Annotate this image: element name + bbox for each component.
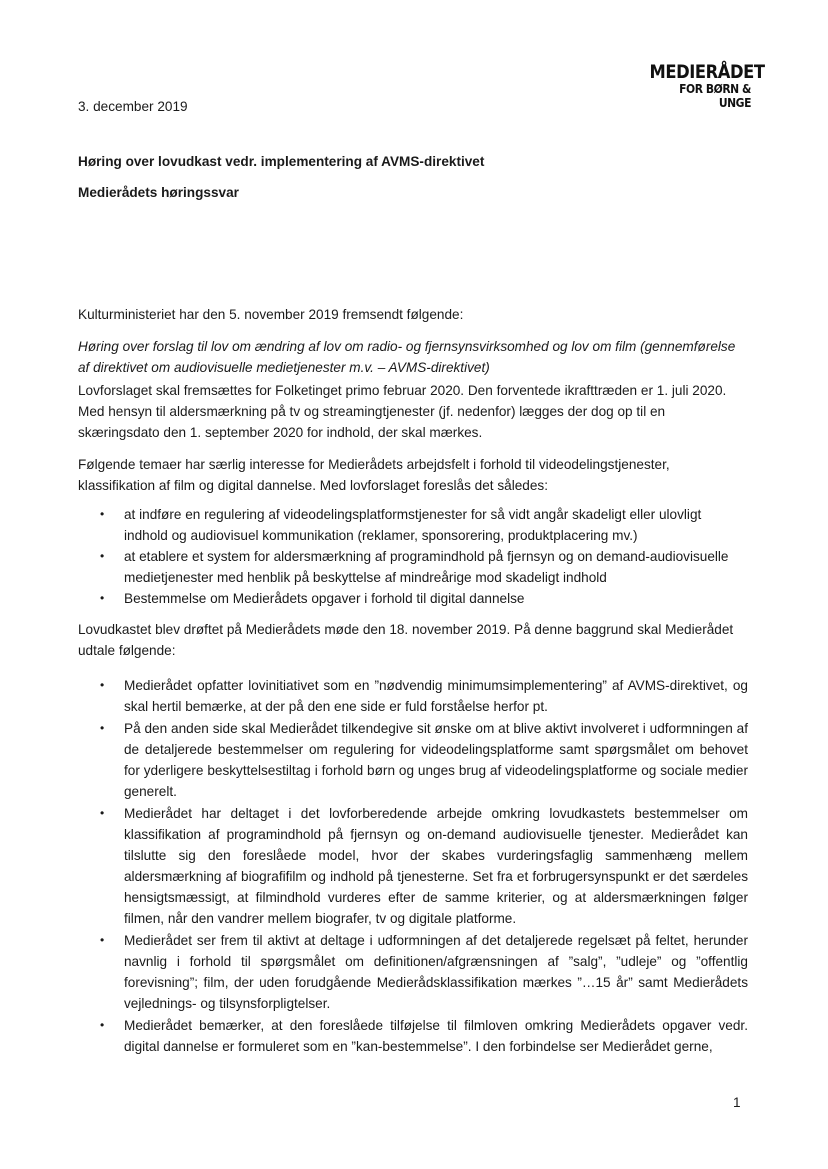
bullet-icon: • bbox=[100, 507, 105, 521]
proposal-list bbox=[78, 504, 748, 609]
list-item bbox=[78, 930, 748, 1014]
statement-list bbox=[78, 675, 748, 1057]
list-item bbox=[78, 718, 748, 802]
bullet-icon: • bbox=[100, 933, 105, 947]
bullet-icon: • bbox=[100, 806, 105, 820]
document-body bbox=[78, 304, 748, 1067]
document-heading: Høring over lovudkast vedr. implementering af AVMS-direktivet bbox=[78, 154, 485, 169]
list-item-text: Medierådet ser frem til aktivt at deltage i udformningen af det detaljerede regelsæt på feltet, herunder navnlig i forhold til spørgsmålet om definitionen/afgrænsningen af ”salg”, ”udleje” og ”offentlig forevisning”; film, der uden forudgående Medierådsklassifikation mærkes ”…15 år” samt Medierådets vejlednings- og tilsynsforpligtelser. bbox=[124, 933, 748, 1011]
bullet-icon: • bbox=[100, 678, 105, 692]
bullet-icon: • bbox=[100, 549, 105, 563]
intro-paragraph: Kulturministeriet har den 5. november 2019 fremsendt følgende: bbox=[78, 307, 464, 322]
list-item bbox=[78, 1015, 748, 1057]
list-item-text: Medierådet har deltaget i det lovforberedende arbejde omkring lovudkastets bestemmelser om klassifikation af programindhold på fjernsyn og on-demand audiovisuelle tjenester. Medierådet kan tilslutte sig den foreslåede model, hvor der skabes vurderingsfaglig sammenhæng mellem aldersmærkning af biografifilm og indhold på tjenesterne. Set fra et forbrugersynspunkt er det særdeles hensigtsmæssigt, at filmindhold vurderes efter de samme kriterier, og at aldersmærkningen følger filmen, når den vandrer mellem biografer, tv og digitale platforme. bbox=[124, 806, 748, 926]
list-item bbox=[78, 675, 748, 717]
logo bbox=[633, 61, 765, 110]
bullet-icon: • bbox=[100, 591, 105, 605]
list-item-text: Bestemmelse om Medierådets opgaver i forhold til digital dannelse bbox=[124, 591, 525, 606]
list-item-text: På den anden side skal Medierådet tilkendegive sit ønske om at blive aktivt involveret i udformningen af de detaljerede bestemmelser om regulering for videodelingsplatforme samt spørgsmålet om behovet for yderligere beskyttelsestiltag i forhold børn og unges brug af videodelingsplatforme og sociale medier generelt. bbox=[124, 721, 748, 799]
list-item bbox=[78, 803, 748, 929]
page-number: 1 bbox=[733, 1095, 741, 1110]
paragraph-timeline: Lovforslaget skal fremsættes for Folketinget primo februar 2020. Den forventede ikrafttræden er 1. juli 2020. Med hensyn til aldersmærkning på tv og streamingtjenester (jf. nedenfor) lægges der dog op til en skæringsdato den 1. september 2020 for indhold, der skal mærkes. bbox=[78, 383, 727, 440]
hearing-title: Høring over forslag til lov om ændring af lov om radio- og fjernsynsvirksomhed og lov om film (gennemførelse af direktivet om audiovisuelle medietjenester m.v. – AVMS-direktivet) bbox=[78, 339, 736, 375]
bullet-icon: • bbox=[100, 721, 105, 735]
paragraph-themes: Følgende temaer har særlig interesse for Medierådets arbejdsfelt i forhold til videodelingstjenester, klassifikation af film og digital dannelse. Med lovforslaget foreslås det således: bbox=[78, 457, 670, 493]
logo-line-2: FOR BØRN & UNGE bbox=[679, 81, 751, 110]
bullet-icon: • bbox=[100, 1018, 105, 1032]
list-item-text: Medierådet bemærker, at den foreslåede tilføjelse til filmloven omkring Medierådets opgaver vedr. digital dannelse er formuleret som en ”kan-bestemmelse”. I den forbindelse ser Medierådet gerne, bbox=[124, 1018, 748, 1054]
list-item bbox=[78, 588, 748, 609]
list-item bbox=[78, 546, 748, 588]
list-item-text: Medierådet opfatter lovinitiativet som en ”nødvendig minimumsimplementering” af AVMS-direktivet, og skal hertil bemærke, at der på den ene side er fuld forståelse herfor pt. bbox=[124, 678, 748, 714]
document-subheading: Medierådets høringssvar bbox=[78, 185, 239, 200]
list-item-text: at etablere et system for aldersmærkning af programindhold på fjernsyn og on demand-audiovisuelle medietjenester med henblik på beskyttelse af mindreårige mod skadeligt indhold bbox=[124, 549, 729, 585]
paragraph-meeting: Lovudkastet blev drøftet på Medierådets møde den 18. november 2019. På denne baggrund skal Medierådet udtale følgende: bbox=[78, 622, 734, 658]
list-item bbox=[78, 504, 748, 546]
logo-line-1: MEDIERÅDET bbox=[649, 61, 765, 83]
document-date: 3. december 2019 bbox=[78, 99, 188, 114]
list-item-text: at indføre en regulering af videodelingsplatformstjenester for så vidt angår skadeligt eller ulovligt indhold og audiovisuel kommunikation (reklamer, sponsorering, produktplacering mv.) bbox=[124, 507, 702, 543]
